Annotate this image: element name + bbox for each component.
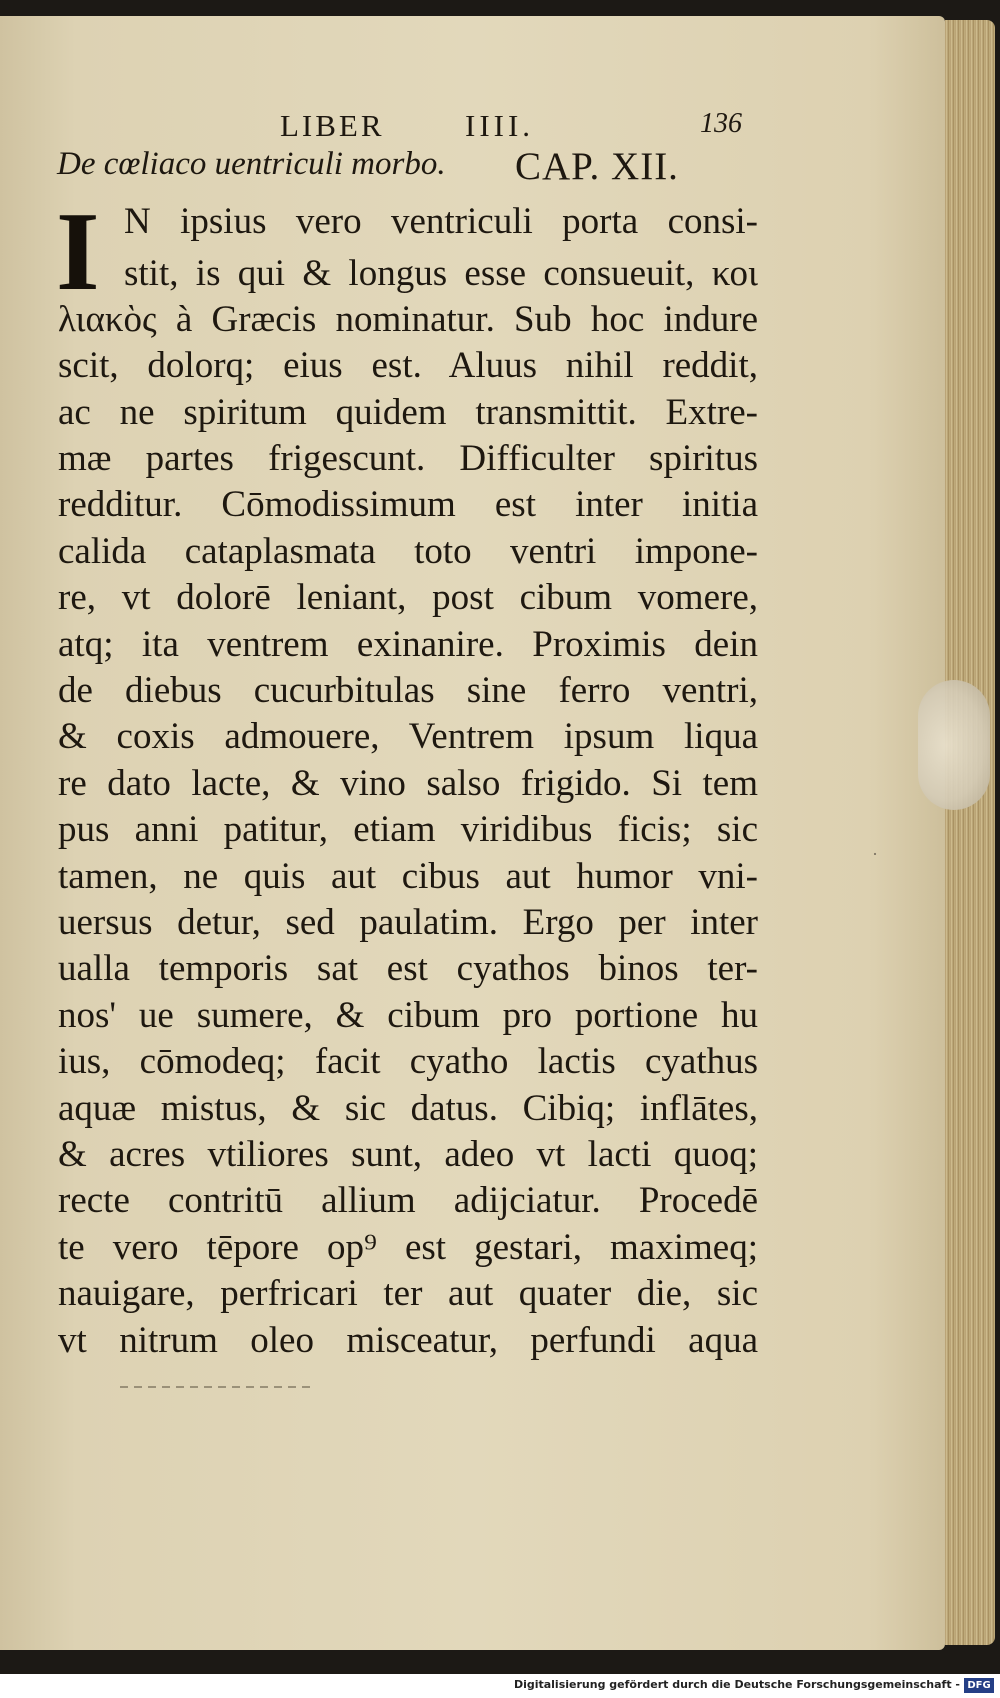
text-line: nos' ue sumere, & cibum pro portione hu [58, 995, 758, 1036]
digitization-footer [0, 1674, 1000, 1698]
text-line: redditur. Cōmodissimum est inter initia [58, 484, 758, 525]
text-line: mæ partes frigescunt. Difficulter spiritus [58, 438, 758, 479]
faint-rule [120, 1386, 310, 1388]
text-line: calida cataplasmata toto ventri impone- [58, 531, 758, 572]
text-line: recte contritū allium adijciatur. Procedē [58, 1180, 758, 1221]
dfg-logo: DFG [964, 1678, 994, 1693]
chapter-number: CAP. XII. [515, 145, 679, 188]
drop-cap-initial: I [56, 190, 100, 314]
text-line: re, vt dolorē leniant, post cibum vomere, [58, 577, 758, 618]
text-line: atq; ita ventrem exinanire. Proximis dein [58, 624, 758, 665]
text-line: uersus detur, sed paulatim. Ergo per inter [58, 902, 758, 943]
text-line: & acres vtiliores sunt, adeo vt lacti quoq; [58, 1134, 758, 1175]
text-line: de diebus cucurbitulas sine ferro ventri, [58, 670, 758, 711]
page-clip [918, 680, 990, 810]
paper-speck: · [872, 844, 878, 864]
footer-credit: Digitalisierung gefördert durch die Deutsche Forschungsgemeinschaft - [513, 1678, 960, 1691]
page-fore-edge [945, 20, 995, 1645]
text-line: re dato lacte, & vino salso frigido. Si tem [58, 763, 758, 804]
text-line: N ipsius vero ventriculi porta consi- [124, 201, 758, 242]
running-head [0, 108, 945, 148]
folio-number: 136 [700, 108, 742, 139]
text-line: ac ne spiritum quidem transmittit. Extre- [58, 392, 758, 433]
text-line: scit, dolorq; eius est. Aluus nihil reddit, [58, 345, 758, 386]
text-line: λιακὸς à Græcis nominatur. Sub hoc indure [58, 299, 758, 340]
text-line: pus anni patitur, etiam viridibus ficis; sic [58, 809, 758, 850]
running-head-liber: LIBER [280, 108, 385, 143]
text-line: nauigare, perfricari ter aut quater die, sic [58, 1273, 758, 1314]
running-head-book-number: IIII. [465, 108, 535, 143]
text-line: ualla temporis sat est cyathos binos ter- [58, 948, 758, 989]
text-line: te vero tēpore op⁹ est gestari, maximeq; [58, 1227, 758, 1268]
text-line: aquæ mistus, & sic datus. Cibiq; inflātes, [58, 1088, 758, 1129]
text-line: ius, cōmodeq; facit cyatho lactis cyathus [58, 1041, 758, 1082]
text-line: tamen, ne quis aut cibus aut humor vni- [58, 856, 758, 897]
text-line: stit, is qui & longus esse consueuit, κοι [124, 253, 758, 294]
text-line: & coxis admouere, Ventrem ipsum liqua [58, 716, 758, 757]
text-line: vt nitrum oleo misceatur, perfundi aqua [58, 1320, 758, 1361]
chapter-title: De cœliaco uentriculi morbo. [57, 146, 446, 182]
chapter-heading [57, 146, 757, 192]
